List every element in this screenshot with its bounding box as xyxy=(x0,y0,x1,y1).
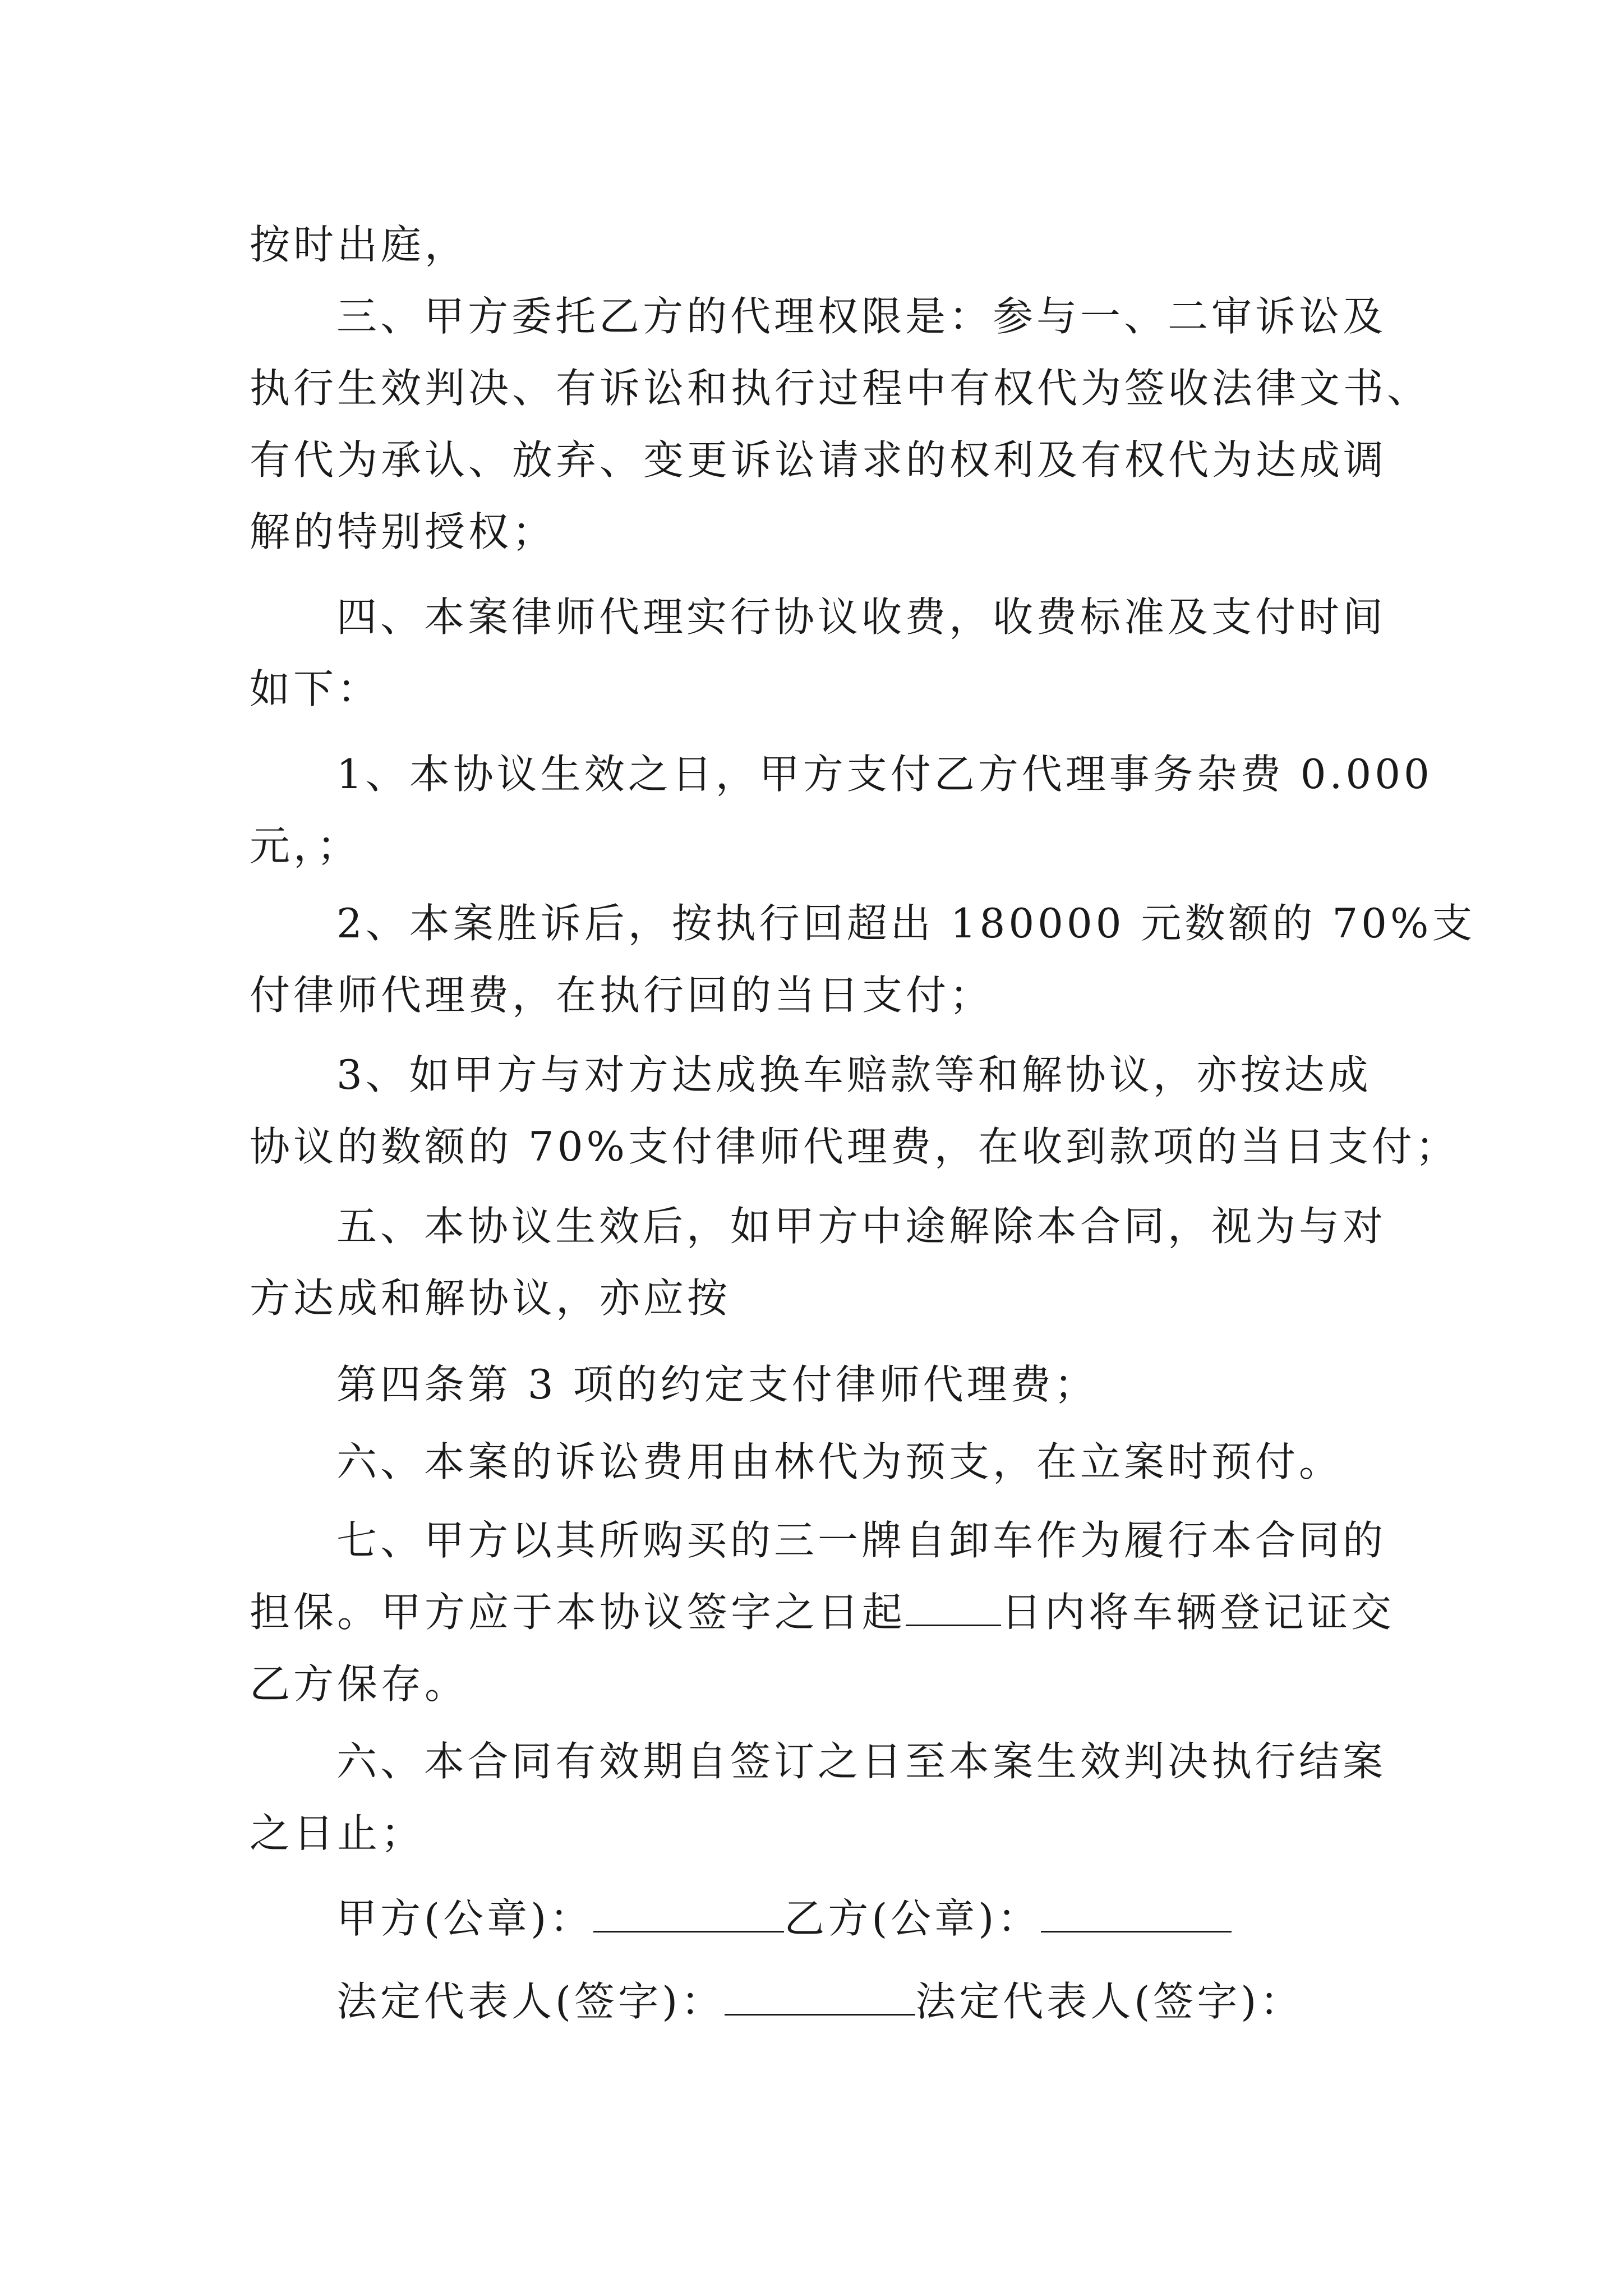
party-a-rep-label: 法定代表人(签字)： xyxy=(336,1978,725,2025)
item-3: 3、如甲方与对方达成换车赔款等和解协议，亦按达成 xyxy=(336,1051,1372,1098)
text-line: 付律师代理费，在执行回的当日支付； xyxy=(250,972,994,1019)
fill-in-blank xyxy=(906,1585,1001,1626)
text-line: 协议的数额的 70%支付律师代理费，在收到款项的当日支付； xyxy=(250,1123,1459,1170)
party-b-seal-label: 乙方(公章)： xyxy=(784,1895,1041,1942)
clause-4: 四、本案律师代理实行协议收费，收费标准及支付时间 xyxy=(336,593,1387,641)
text-line: 如下： xyxy=(250,665,381,712)
text-line: 解的特别授权； xyxy=(250,508,556,555)
text-line: 执行生效判决、有诉讼和执行过程中有权代为签收法律文书、 xyxy=(250,365,1431,412)
clause-6b: 六、本合同有效期自签订之日至本案生效判决执行结案 xyxy=(336,1738,1387,1785)
party-a-rep-blank xyxy=(725,1975,915,2016)
text-segment: 担保。甲方应于本协议签字之日起 xyxy=(250,1589,906,1636)
clause-5: 五、本协议生效后，如甲方中途解除本合同，视为与对 xyxy=(336,1203,1387,1250)
text-line: 元，； xyxy=(250,822,361,869)
party-a-seal-blank xyxy=(593,1892,784,1932)
clause-3: 三、甲方委托乙方的代理权限是：参与一、二审诉讼及 xyxy=(336,293,1387,340)
text-line: 之日止； xyxy=(250,1810,425,1857)
text-segment: 日内将车辆登记证交 xyxy=(1001,1589,1395,1636)
text-line: 有代为承认、放弃、变更诉讼请求的权利及有权代为达成调 xyxy=(250,436,1387,484)
clause-6: 六、本案的诉讼费用由林代为预支，在立案时预付。 xyxy=(336,1438,1343,1485)
party-b-seal-blank xyxy=(1041,1892,1232,1932)
text-line: 按时出庭， xyxy=(250,221,469,268)
item-2: 2、本案胜诉后，按执行回超出 180000 元数额的 70%支 xyxy=(336,900,1476,947)
party-b-rep-label: 法定代表人(签字)： xyxy=(915,1978,1304,2025)
text-line: 第四条第 3 项的约定支付律师代理费； xyxy=(336,1361,1098,1408)
clause-7: 七、甲方以其所购买的三一牌自卸车作为履行本合同的 xyxy=(336,1517,1387,1564)
text-line: 乙方保存。 xyxy=(250,1660,469,1708)
signature-row-seal xyxy=(336,1892,1232,1945)
text-line xyxy=(250,1585,1395,1639)
signature-row-rep xyxy=(336,1975,1303,2028)
party-a-seal-label: 甲方(公章)： xyxy=(336,1895,594,1942)
item-1: 1、本协议生效之日，甲方支付乙方代理事务杂费 0.000 xyxy=(336,751,1433,798)
text-line: 方达成和解协议，亦应按 xyxy=(250,1274,731,1322)
